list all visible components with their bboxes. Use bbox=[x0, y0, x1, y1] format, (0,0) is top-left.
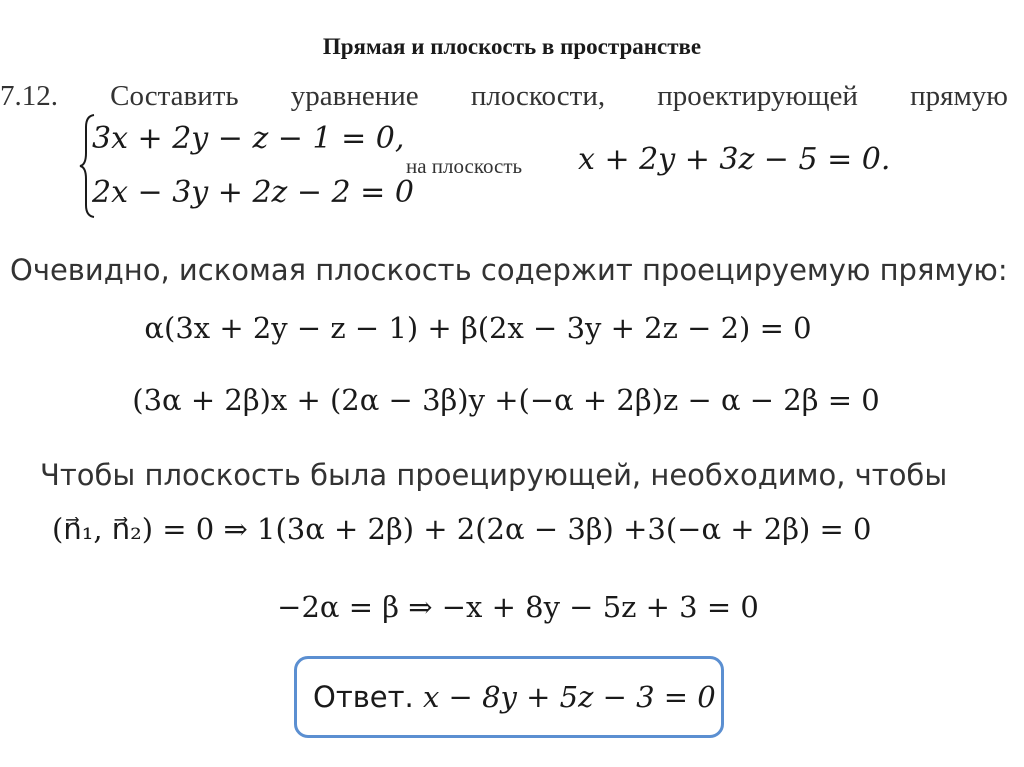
page-title: Прямая и плоскость в пространстве bbox=[322, 34, 702, 59]
answer bbox=[313, 680, 716, 714]
system-equation: 3x + 2y − z − 1 = 0, bbox=[92, 121, 405, 156]
formula: (3α + 2β)x + (2α − 3β)y +(−α + 2β)z − α − 2β = 0 bbox=[132, 383, 880, 417]
formula: (n⃗₁, n⃗₂) = 0 ⇒ 1(3α + 2β) + 2(2α − 3β) +3(−α + 2β) = 0 bbox=[52, 512, 872, 546]
problem-word: прямую bbox=[910, 80, 1008, 112]
problem-word: плоскости, bbox=[470, 80, 606, 112]
system-equation: 2x − 3y + 2z − 2 = 0 bbox=[92, 175, 414, 210]
problem-word: уравнение bbox=[290, 80, 419, 112]
problem-number: 7.12. bbox=[0, 80, 58, 112]
answer-label: Ответ. bbox=[313, 680, 414, 714]
projection-label: на плоскость bbox=[406, 154, 523, 178]
answer-equation: x − 8y + 5z − 3 = 0 bbox=[422, 680, 716, 714]
solution-statement: Очевидно, искомая плоскость содержит проецируемую прямую: bbox=[10, 253, 1008, 287]
problem-statement bbox=[0, 80, 1008, 120]
formula: α(3x + 2y − z − 1) + β(2x − 3y + 2z − 2) = 0 bbox=[144, 311, 812, 345]
problem-word: Составить bbox=[110, 80, 239, 112]
problem-word: проектирующей bbox=[657, 80, 858, 112]
answer-box bbox=[294, 656, 724, 738]
formula: −2α = β ⇒ −x + 8y − 5z + 3 = 0 bbox=[277, 590, 759, 624]
plane-equation: x + 2y + 3z − 5 = 0. bbox=[578, 142, 891, 177]
solution-statement: Чтобы плоскость была проецирующей, необходимо, чтобы bbox=[40, 458, 948, 492]
